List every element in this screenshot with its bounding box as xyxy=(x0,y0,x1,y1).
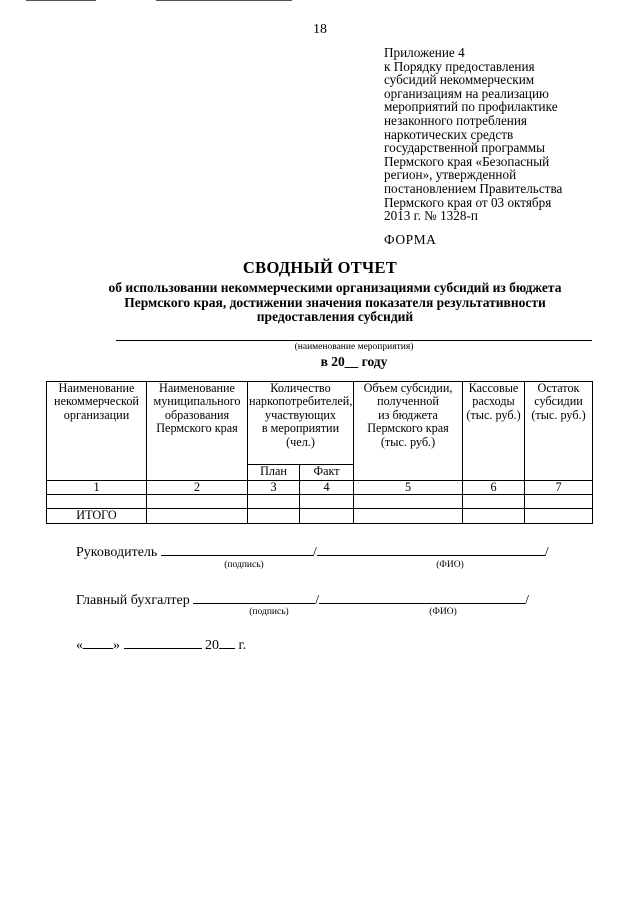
header-subsidy: Объем субсидии, полученной из бюджета Пермского края (тыс. руб.) xyxy=(354,382,463,481)
table-cell[interactable] xyxy=(463,495,525,509)
report-title: СВОДНЫЙ ОТЧЕТ xyxy=(242,258,398,277)
date-line xyxy=(76,635,246,654)
signature-caption: (подпись) xyxy=(224,560,264,570)
column-number: 2 xyxy=(147,481,248,495)
total-row xyxy=(47,509,593,523)
head-name-field[interactable] xyxy=(317,542,545,556)
appendix-line: к Порядку предоставления xyxy=(384,58,535,74)
column-number: 1 xyxy=(47,481,147,495)
slash: / xyxy=(315,593,320,608)
header-remainder: Остаток субсидии (тыс. руб.) xyxy=(525,382,593,481)
date-year-field[interactable] xyxy=(219,635,235,649)
header-consumers: Количество наркопотребителей, участвующих в мероприятии (чел.) xyxy=(248,382,354,465)
accountant-label: Главный бухгалтер xyxy=(76,593,190,608)
header-expenses: Кассовые расходы (тыс. руб.) xyxy=(463,382,525,481)
table-cell[interactable] xyxy=(147,509,248,523)
top-edge-line xyxy=(26,0,96,1)
head-signature-line xyxy=(76,542,549,561)
appendix-line: мероприятий по профилактике xyxy=(384,99,558,115)
column-number: 7 xyxy=(525,481,593,495)
head-label: Руководитель xyxy=(76,545,158,560)
subtitle-line: Пермского края, достижении значения показателя результативности xyxy=(124,294,546,310)
appendix-line: Пермского края «Безопасный xyxy=(384,153,550,169)
signature-caption: (подпись) xyxy=(249,607,289,617)
table-cell[interactable] xyxy=(525,495,593,509)
accountant-name-field[interactable] xyxy=(319,590,525,604)
table-cell[interactable] xyxy=(147,495,248,509)
appendix-line: наркотических средств xyxy=(384,126,514,142)
event-name-line[interactable] xyxy=(116,340,592,341)
table-cell[interactable] xyxy=(354,509,463,523)
header-fact: Факт xyxy=(300,465,354,481)
header-plan: План xyxy=(248,465,300,481)
report-year: в 20__ году xyxy=(320,354,388,369)
slash: / xyxy=(525,593,530,608)
column-number: 6 xyxy=(463,481,525,495)
subtitle-line: предоставления субсидий xyxy=(256,309,414,324)
report-table xyxy=(46,381,593,524)
table-cell[interactable] xyxy=(47,495,147,509)
name-caption: (ФИО) xyxy=(436,560,464,570)
date-day-field[interactable] xyxy=(83,635,113,649)
slash: / xyxy=(544,545,549,560)
head-signature-field[interactable] xyxy=(161,542,313,556)
appendix-line: Приложение 4 xyxy=(384,45,465,60)
column-number: 5 xyxy=(354,481,463,495)
column-number: 4 xyxy=(300,481,354,495)
column-number: 3 xyxy=(248,481,300,495)
appendix-line: постановлением Правительства xyxy=(384,180,563,196)
appendix-line: государственной программы xyxy=(384,140,545,156)
appendix-line: незаконного потребления xyxy=(384,112,527,128)
table-row xyxy=(47,495,593,509)
table-cell[interactable] xyxy=(525,509,593,523)
total-label: ИТОГО xyxy=(47,509,147,523)
quote-close: » xyxy=(113,638,120,653)
report-subtitle xyxy=(70,281,600,325)
accountant-signature-field[interactable] xyxy=(193,590,315,604)
table-cell[interactable] xyxy=(354,495,463,509)
date-year-suffix: г. xyxy=(238,638,247,653)
name-caption: (ФИО) xyxy=(429,607,457,617)
form-label: ФОРМА xyxy=(384,232,437,247)
subtitle-line: об использовании некоммерческими организациями субсидий из бюджета xyxy=(108,280,562,295)
table-header-row xyxy=(47,382,593,465)
quote-open: « xyxy=(76,638,83,653)
table-cell[interactable] xyxy=(248,509,300,523)
table-cell[interactable] xyxy=(463,509,525,523)
table-cell[interactable] xyxy=(300,509,354,523)
date-year-prefix: 20 xyxy=(205,638,219,653)
appendix-line: субсидий некоммерческим xyxy=(384,72,535,88)
event-name-caption: (наименование мероприятия) xyxy=(294,342,414,352)
appendix-line: организациям на реализацию xyxy=(384,85,549,101)
top-edge-line xyxy=(156,0,292,1)
date-month-field[interactable] xyxy=(124,635,202,649)
appendix-line: 2013 г. № 1328-п xyxy=(384,208,478,224)
table-cell[interactable] xyxy=(248,495,300,509)
header-municipality: Наименование муниципального образования Пермского края xyxy=(147,382,248,481)
column-number-row xyxy=(47,481,593,495)
appendix-block xyxy=(384,46,624,223)
appendix-line: Пермского края от 03 октября xyxy=(384,194,552,210)
table-cell[interactable] xyxy=(300,495,354,509)
slash: / xyxy=(312,545,317,560)
page-number: 18 xyxy=(313,22,327,37)
header-org: Наименование некоммерческой организации xyxy=(47,382,147,481)
appendix-line: регион», утвержденной xyxy=(384,167,517,183)
